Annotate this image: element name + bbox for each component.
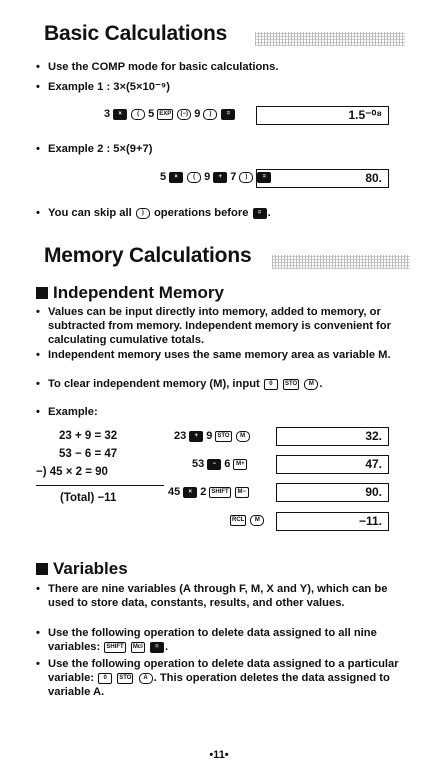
times-key: × bbox=[169, 172, 183, 183]
subsection-title-independent-memory: Independent Memory bbox=[36, 283, 224, 303]
times-key: × bbox=[113, 109, 127, 120]
equals-key: = bbox=[150, 642, 164, 653]
bullet-clear-memory: • To clear independent memory (M), input 0 STO M . bbox=[36, 378, 323, 390]
bullet-example-1: • Example 1 : 3×(5×10⁻⁹) bbox=[36, 81, 170, 93]
exp-key: EXP bbox=[157, 109, 173, 120]
square-bullet-icon bbox=[36, 287, 48, 299]
key-sequence-example-2: 5 × ( 9 + 7 ) = bbox=[160, 171, 272, 183]
equals-key: = bbox=[253, 208, 267, 219]
bullet-example-memory: • Example: bbox=[36, 406, 98, 418]
m-key: M bbox=[304, 379, 318, 390]
calc-line-3: −) 45 × 2 = 90 bbox=[36, 466, 108, 478]
bullet-variables-1: • There are nine variables (A through F, M, X and Y), which can be used to store data, constants, results, and other values. bbox=[36, 583, 388, 609]
times-key: × bbox=[183, 487, 197, 498]
display-memory-1: 32. bbox=[276, 427, 389, 446]
mcl-key: Mcl bbox=[131, 642, 145, 653]
plus-key: + bbox=[213, 172, 227, 183]
decorative-scribble bbox=[272, 255, 410, 269]
zero-key: 0 bbox=[264, 379, 278, 390]
display-result-example-2: 80. bbox=[256, 169, 389, 188]
close-paren-key: ) bbox=[136, 208, 150, 219]
equals-key: = bbox=[221, 109, 235, 120]
shift-key: SHIFT bbox=[104, 642, 125, 653]
sto-key: STO bbox=[117, 673, 133, 684]
minus-key: − bbox=[207, 459, 221, 470]
key-sequence-memory-1: 23 + 9 STO M bbox=[174, 430, 251, 442]
bullet-variables-3: • Use the following operation to delete data assigned to a particular variable: 0 STO A . This operation deletes the data assigned to variable A. bbox=[36, 658, 399, 698]
key-sequence-memory-3: 45 × 2 SHIFT M− bbox=[168, 486, 250, 498]
display-memory-2: 47. bbox=[276, 455, 389, 474]
display-result-example-1: 1.5⁻⁰⁸ bbox=[256, 106, 389, 125]
key-sequence-example-1: 3 × ( 5 EXP (−) 9 ) = bbox=[104, 108, 236, 120]
calc-line-1: 23 + 9 = 32 bbox=[59, 430, 118, 442]
shift-key: SHIFT bbox=[209, 487, 230, 498]
bullet-independent-memory-1: • Values can be input directly into memory, added to memory, or subtracted from memory. Independent memory is convenient for calculating cumulative totals. bbox=[36, 306, 391, 346]
negative-key: (−) bbox=[177, 109, 191, 120]
rcl-key: RCL bbox=[230, 515, 246, 526]
open-paren-key: ( bbox=[131, 109, 145, 120]
calc-line-2: 53 − 6 = 47 bbox=[59, 448, 118, 460]
calc-line-total: (Total) −11 bbox=[60, 492, 117, 504]
sto-key: STO bbox=[283, 379, 299, 390]
section-title-memory: Memory Calculations bbox=[44, 244, 252, 267]
close-paren-key: ) bbox=[203, 109, 217, 120]
bullet-skip-operations: • You can skip all ) operations before = . bbox=[36, 207, 271, 219]
section-title-basic: Basic Calculations bbox=[44, 22, 228, 45]
plus-key: + bbox=[189, 431, 203, 442]
bullet-independent-memory-2: • Independent memory uses the same memory area as variable M. bbox=[36, 349, 391, 361]
m-plus-key: M+ bbox=[233, 459, 247, 470]
display-memory-3: 90. bbox=[276, 483, 389, 502]
a-key: A bbox=[139, 673, 153, 684]
key-sequence-memory-recall bbox=[229, 515, 265, 526]
sto-key: STO bbox=[215, 431, 231, 442]
square-bullet-icon bbox=[36, 563, 48, 575]
m-minus-key: M− bbox=[235, 487, 249, 498]
open-paren-key: ( bbox=[187, 172, 201, 183]
close-paren-key: ) bbox=[239, 172, 253, 183]
bullet-example-2: • Example 2 : 5×(9+7) bbox=[36, 143, 153, 155]
display-memory-total: −11. bbox=[276, 512, 389, 531]
total-rule bbox=[36, 485, 164, 486]
subsection-title-variables: Variables bbox=[36, 559, 128, 579]
equals-key: = bbox=[257, 172, 271, 183]
m-key: M bbox=[236, 431, 250, 442]
zero-key: 0 bbox=[98, 673, 112, 684]
bullet-variables-2: • Use the following operation to delete data assigned to all nine variables: SHIFT Mcl = . bbox=[36, 627, 377, 653]
m-key: M bbox=[250, 515, 264, 526]
decorative-scribble bbox=[255, 32, 405, 46]
key-sequence-memory-2: 53 − 6 M+ bbox=[192, 458, 248, 470]
page-number: •11• bbox=[209, 749, 229, 761]
bullet-comp-mode: • Use the COMP mode for basic calculations. bbox=[36, 61, 279, 73]
